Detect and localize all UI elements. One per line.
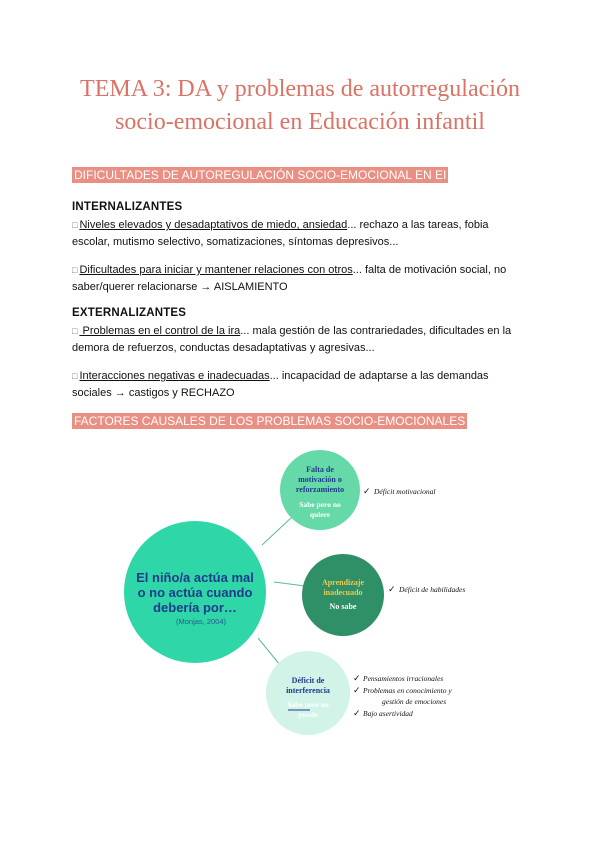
middle-node-line-2: inadecuado (323, 588, 363, 597)
check-icon: ✓ (353, 673, 361, 683)
top-node-line-3: reforzamiento (295, 485, 345, 494)
top-node-sub-1: Sabe pero no (299, 500, 341, 509)
top-node-line-2: motivación o (298, 475, 342, 484)
externalizantes-heading: EXTERNALIZANTES (72, 307, 187, 319)
middle-node-line-1: Aprendizaje (321, 578, 365, 587)
center-text-line-1: El niño/a actúa mal (136, 570, 254, 585)
top-node-line-1: Falta de (306, 465, 334, 474)
connector-bottom (258, 638, 280, 665)
check-icon: ✓ (388, 584, 396, 594)
connector-middle (274, 582, 305, 586)
check-icon: ✓ (353, 708, 361, 718)
bottom-node-line-2: interferencia (286, 686, 330, 695)
checkbox-marker-icon: □ (72, 326, 78, 336)
externalizantes-item-1: □ Problemas en el control de la ira... mala gestión de las contrariedades, dificultades en la demora de refuerzos, conductas desadaptativas y agresivas... (72, 325, 512, 354)
top-node-sub-2: quiere (309, 510, 331, 519)
bottom-node-sub-1: Sabe pero no (287, 700, 329, 709)
center-text-line-3: debería por… (153, 600, 237, 615)
connector-top (262, 517, 292, 545)
section-heading-causal-factors: FACTORES CAUSALES DE LOS PROBLEMAS SOCIO-EMOCIONALES (74, 414, 466, 428)
bottom-note-4: Bajo asertividad (363, 709, 413, 718)
bottom-note-2: Problemas en conocimiento y (363, 686, 452, 695)
page-title-line-2: socio-emocional en Educación infantil (115, 109, 485, 135)
bottom-node-sub-2: puede (298, 710, 318, 719)
check-icon: ✓ (353, 685, 361, 695)
center-citation: (Monjas, 2004) (175, 617, 227, 626)
internalizantes-item-2: □ Dificultades para iniciar y mantener relaciones con otros... falta de motivación social, no saber/querer relacionarse → AISLAMIENTO (72, 264, 507, 293)
externalizantes-item-2: □ Interacciones negativas e inadecuadas... incapacidad de adaptarse a las demandas sociales → castigos y RECHAZO (72, 370, 489, 399)
bottom-node-line-1: Déficit de (291, 676, 325, 685)
checkbox-marker-icon: □ (72, 220, 78, 230)
center-text-line-2: o no actúa cuando (137, 585, 253, 600)
middle-node-sub: No sabe (329, 602, 357, 611)
checkbox-marker-icon: □ (72, 371, 78, 381)
page-title-line-1: TEMA 3: DA y problemas de autorregulación (80, 76, 520, 102)
bottom-note-1: Pensamientos irracionales (363, 674, 444, 683)
internalizantes-heading: INTERNALIZANTES (72, 201, 183, 213)
bottom-note-3: gestión de emociones (382, 697, 447, 706)
checkbox-marker-icon: □ (72, 265, 78, 275)
section-heading-difficulties: DIFICULTADES DE AUTOREGULACIÓN SOCIO-EMOCIONAL EN EI (74, 168, 447, 182)
top-note: Déficit motivacional (374, 487, 436, 496)
middle-note: Déficit de habilidades (399, 585, 466, 594)
internalizantes-item-1: □ Niveles elevados y desadaptativos de miedo, ansiedad... rechazo a las tareas, fobia escolar, mutismo selectivo, somatizaciones, síntomas depresivos... (72, 219, 489, 248)
check-icon: ✓ (363, 486, 371, 496)
